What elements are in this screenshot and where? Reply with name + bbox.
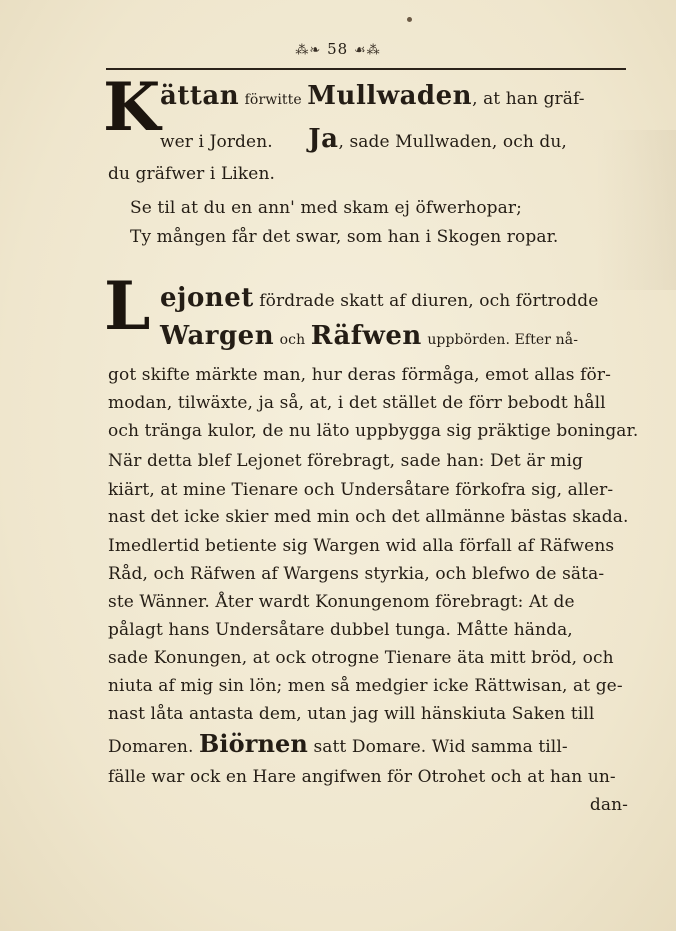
fable2-line8: nast det icke skier med min och det allmänne bästas skada. [108,507,629,527]
fable2-word: och [279,332,306,348]
fable1-moral-line2: Ty mången får det swar, som han i Skogen ropar. [130,227,559,247]
fable2-title-word: ejonet [160,283,254,313]
fable2-line13: sade Konungen, at ock otrogne Tienare äta mitt bröd, och [108,648,614,668]
catchword: dan- [589,795,628,815]
fable2-subject-fox: Räfwen [310,321,422,351]
fable1-subject: Mullwaden [307,81,473,111]
fable2-line14: niuta af mig sin lön; men så medgier icke Rättwisan, at ge- [108,676,623,696]
fable2-line5: och tränga kulor, de nu läto uppbygga sig präktige boningar. [108,421,639,441]
fable2-text: uppbörden. Efter nå- [427,332,579,348]
drop-cap-k: K [103,68,161,146]
fable2-line16 [108,729,628,758]
fable2-line15: nast låta antasta dem, utan jag will hänskiuta Saken till [108,704,595,724]
fable1-text: wer i Jorden. [160,132,273,152]
fable2-line4: modan, tilwäxte, ja så, at, i det stället de förr bebodt håll [108,393,606,413]
fable2-line12: pålagt hans Undersåtare dubbel tunga. Måtte hända, [108,620,573,640]
fable2-subject-bear: Biörnen [198,729,308,758]
fable1-text: , at han gräf- [472,89,585,109]
fable1-text: , sade Mullwaden, och du, [338,132,567,152]
fable2-line9: Imedlertid betiente sig Wargen wid alla förfall af Räfwens [108,536,615,556]
ink-spot [407,17,412,22]
fable1-emphasis: Ja [308,124,339,154]
fable1-moral-line1: Se til at du en ann' med skam ej öfwerhopar; [130,198,522,218]
fable2-line17: fälle war ock en Hare angifwen för Otrohet och at han un- [108,767,616,787]
fable1-line2 [160,124,630,154]
header-rule [106,68,626,70]
fable2-line3: got skifte märkte man, hur deras förmåga, emot allas för- [108,365,611,385]
fable2-line2 [160,321,630,351]
fable2-text: satt Domare. Wid samma till- [313,737,568,757]
header-ornament-left: ⁂❧ [295,43,322,58]
page-header [0,40,676,58]
fable2-line7: kiärt, at mine Tienare och Undersåtare förkofra sig, aller- [108,480,614,500]
fable1-line3: du gräfwer i Liken. [108,164,275,184]
fable2-line6: När detta blef Lejonet förebragt, sade han: Det är mig [108,451,584,471]
header-ornament-right: ☙⁂ [353,43,381,58]
fable2-line1 [160,283,630,313]
fable2-line10: Råd, och Räfwen af Wargens styrkia, och blefwo de säta- [108,564,605,584]
fable2-text: Domaren. [108,737,194,757]
fable2-line11: ste Wänner. Åter wardt Konungenom förebragt: At de [108,592,575,612]
fable1-line1 [160,81,630,111]
page-number: 58 [327,40,349,58]
fable1-title-word: ättan [160,81,240,111]
fable2-text: fördrade skatt af diuren, och förtrodde [259,291,599,311]
fable2-subject-wolf: Wargen [160,321,275,351]
fable1-word: förwitte [244,92,302,108]
drop-cap-l: L [104,267,151,345]
